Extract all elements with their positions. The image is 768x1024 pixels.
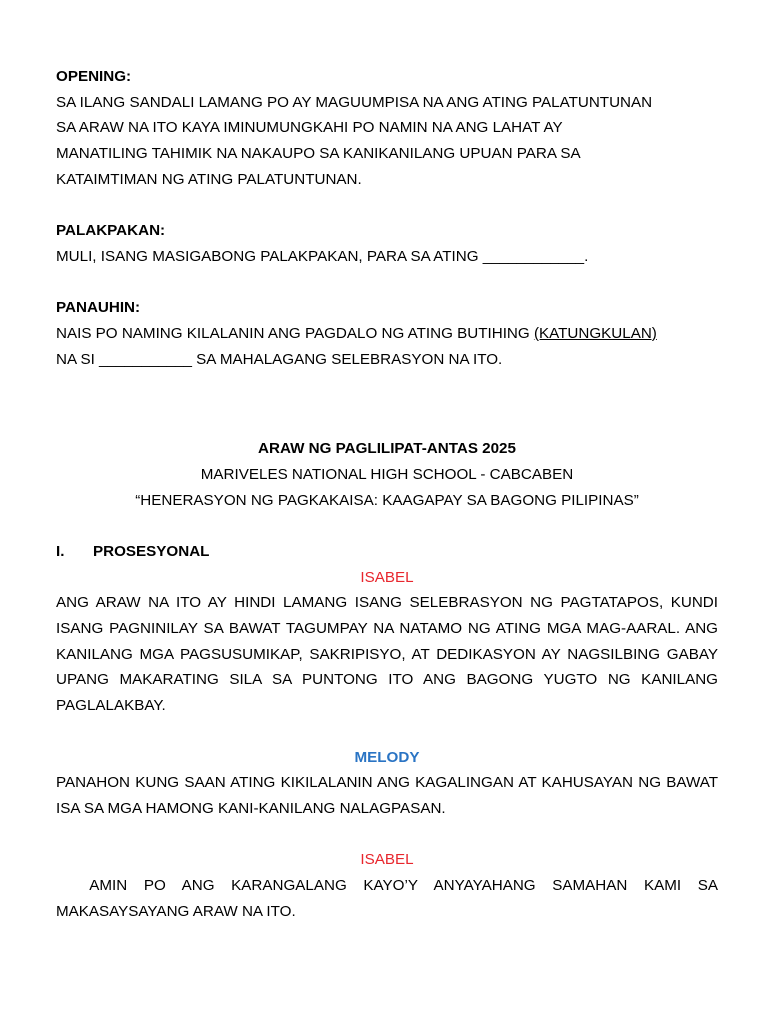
speaker-isabel-2: ISABEL	[360, 851, 414, 869]
panauhin-line-2: NA SI ___________ SA MAHALAGANG SELEBRASYON NA ITO.	[56, 350, 503, 368]
opening-line-1: SA ILANG SANDALI LAMANG PO AY MAGUUMPISA NA ANG ATING PALATUNTUNAN	[56, 93, 653, 111]
speaker-isabel-1: ISABEL	[360, 568, 414, 586]
school-name: MARIVELES NATIONAL HIGH SCHOOL - CABCABEN	[200, 465, 574, 483]
spacer	[56, 719, 718, 745]
palakpakan-heading: PALAKPAKAN:	[56, 222, 166, 240]
opening-line-4: KATAIMTIMAN NG ATING PALATUNTUNAN.	[56, 170, 362, 188]
spacer	[56, 372, 718, 410]
spacer	[56, 822, 718, 848]
section-label: PROSESYONAL	[93, 542, 210, 560]
speech-isabel-2: AMIN PO ANG KARANGALANG KAYO’Y ANYAYAHANG SAMAHAN KAMI SA MAKASAYSAYANG ARAW NA ITO.	[56, 877, 718, 920]
panauhin-line-1	[56, 321, 718, 347]
event-title: ARAW NG PAGLILIPAT-ANTAS 2025	[258, 440, 516, 458]
document-content	[56, 64, 718, 924]
panauhin-line-1-text: NAIS PO NAMING KILALANIN ANG PAGDALO NG ATING BUTIHING	[56, 325, 534, 342]
opening-heading: OPENING:	[56, 68, 132, 85]
speech-melody: PANAHON KUNG SAAN ATING KIKILALANIN ANG KAGALINGAN AT KAHUSAYAN NG BAWAT ISA SA MGA HAMONG KANI-KANILANG NALAGPASAN.	[56, 774, 718, 817]
opening-line-2: SA ARAW NA ITO KAYA IMINUMUNGKAHI PO NAMIN NA ANG LAHAT AY	[56, 119, 563, 137]
spacer	[56, 193, 718, 219]
katungkulan-placeholder: (KATUNGKULAN)	[533, 325, 657, 342]
spacer	[56, 513, 718, 539]
panauhin-heading: PANAUHIN:	[56, 299, 141, 317]
palakpakan-line: MULI, ISANG MASIGABONG PALAKPAKAN, PARA SA ATING ____________.	[56, 247, 589, 265]
section-heading	[56, 539, 718, 565]
speaker-melody: MELODY	[354, 748, 420, 766]
speech-isabel-1: ANG ARAW NA ITO AY HINDI LAMANG ISANG SELEBRASYON NG PAGTATAPOS, KUNDI ISANG PAGNINILAY SA BAWAT TAGUMPAY NA NATAMO NG ATING MGA MAG-AARAL. ANG KANILANG MGA PAGSUSUMIKAP, SAKRIPISYO, AT DEDIKASYON AY NAGSILBING GABAY UPANG MAKARATING SILA SA PUNTONG ITO ANG BAGONG YUGTO NG KANILANG PAGLALAKBAY.	[56, 594, 718, 715]
section-number: I.	[56, 542, 65, 560]
spacer	[56, 270, 718, 296]
opening-line-3: MANATILING TAHIMIK NA NAKAUPO SA KANIKANILANG UPUAN PARA SA	[56, 145, 581, 163]
spacer	[56, 410, 718, 436]
event-theme: “HENERASYON NG PAGKAKAISA: KAAGAPAY SA BAGONG PILIPINAS”	[135, 491, 639, 509]
